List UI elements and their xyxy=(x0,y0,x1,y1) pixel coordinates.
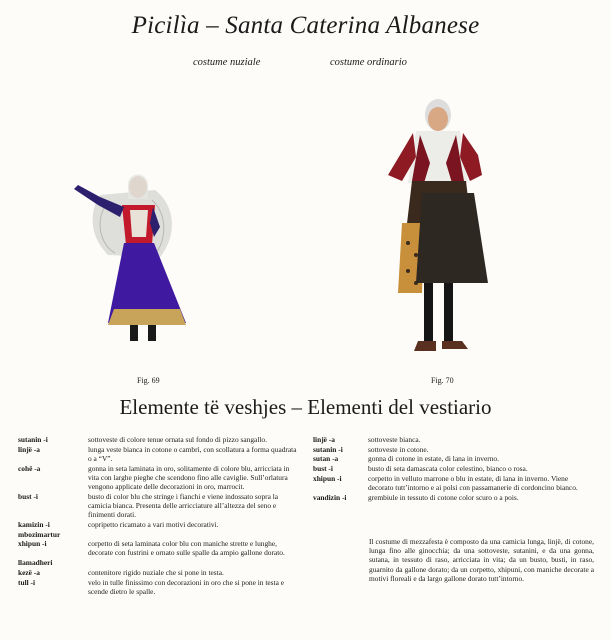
glossary-entry: xhipun -i corpetto di seta laminata color blu con maniche strette e lunghe, decorate con fustrini e ornato sulle spalle da ampio gallone dorato. xyxy=(18,539,285,558)
ordinary-costume-figure xyxy=(378,93,498,363)
mezzafesta-description: Il costume di mezzafesta è composto da una camicia lunga, linjë, di cotone, lunga fino alle ginocchia; da una sottoveste, sutanini, e da una gonna, sutana, in tessuto di raso, arricciata in vita; da un busto, busti, in raso, guarnito da gallone dorato; da un corpetto, xhipuni, con maniche decorate a motivi floreali e da largo gallone dorato tutt’intorno. xyxy=(369,537,594,583)
glossary-entry: sutanin -i sottoveste di colore tenue ornata sul fondo di pizzo sangallo. xyxy=(18,435,267,444)
glossary-entry: cohë -a gonna in seta laminata in oro, solitamente di colore blu, arricciata in vita con larghe pieghe che scendono fino alle caviglie. Sull’orlatura vengono applicate delle decorazioni in oro, marrocit. xyxy=(18,463,290,492)
page-title: Picilìa – Santa Caterina Albanese xyxy=(131,12,480,39)
glossary-entry: kamizin -i copripetto ricamato a vari motivi decorativi. xyxy=(18,519,219,529)
glossary-entry: linjë -a lunga veste bianca in cotone o cambrì, con scollatura a forma quadrata o a “V”. xyxy=(18,444,297,463)
glossary-entry: llamadheri xyxy=(18,558,53,568)
glossary-entry: mbozimartur xyxy=(18,529,61,539)
glossary-entry: xhipun -i corpetto in velluto marrone o blu in estate, di lana in inverno. Viene decorato tutt’intorno e ai polsi con passamanerie di cordoncino bianco. xyxy=(313,473,578,493)
glossary-entry: kezë -a contenitore rigido nuziale che si pone in testa. xyxy=(18,567,224,577)
figure-69-label: Fig. 69 xyxy=(137,376,160,385)
glossary-entry: sutan -a gonna di cotone in estate, di lana in inverno. xyxy=(313,454,499,464)
section-heading: Elemente të veshjes – Elementi del vestiario xyxy=(119,395,492,419)
caption-ordinary-costume: costume ordinario xyxy=(330,57,407,68)
glossary-entry: linjë -a sottoveste bianca. xyxy=(313,435,421,444)
glossary-entry: sutanin -i sottoveste in cotone. xyxy=(313,444,429,454)
figure-70-label: Fig. 70 xyxy=(431,376,454,385)
glossary-entry: vandizin -i grembiule in tessuto di cotone color scuro o a pois. xyxy=(313,492,519,502)
caption-bridal-costume: costume nuziale xyxy=(193,57,261,68)
glossary-ordinary xyxy=(313,435,593,502)
glossary-bridal xyxy=(18,435,298,596)
glossary-entry: bust -i busto di color blu che stringe i fianchi e viene indossato sopra la camicia bianca. Presenta delle arricciature all’altezza del seno e finimenti dorati. xyxy=(18,491,279,520)
bridal-costume-figure xyxy=(60,165,200,360)
glossary-entry: bust -i busto di seta damascata color celestino, bianco o rosa. xyxy=(313,464,528,474)
glossary-entry: tull -i velo in tulle finissimo con decorazioni in oro che si pone in testa e scende dietro le spalle. xyxy=(18,577,285,596)
